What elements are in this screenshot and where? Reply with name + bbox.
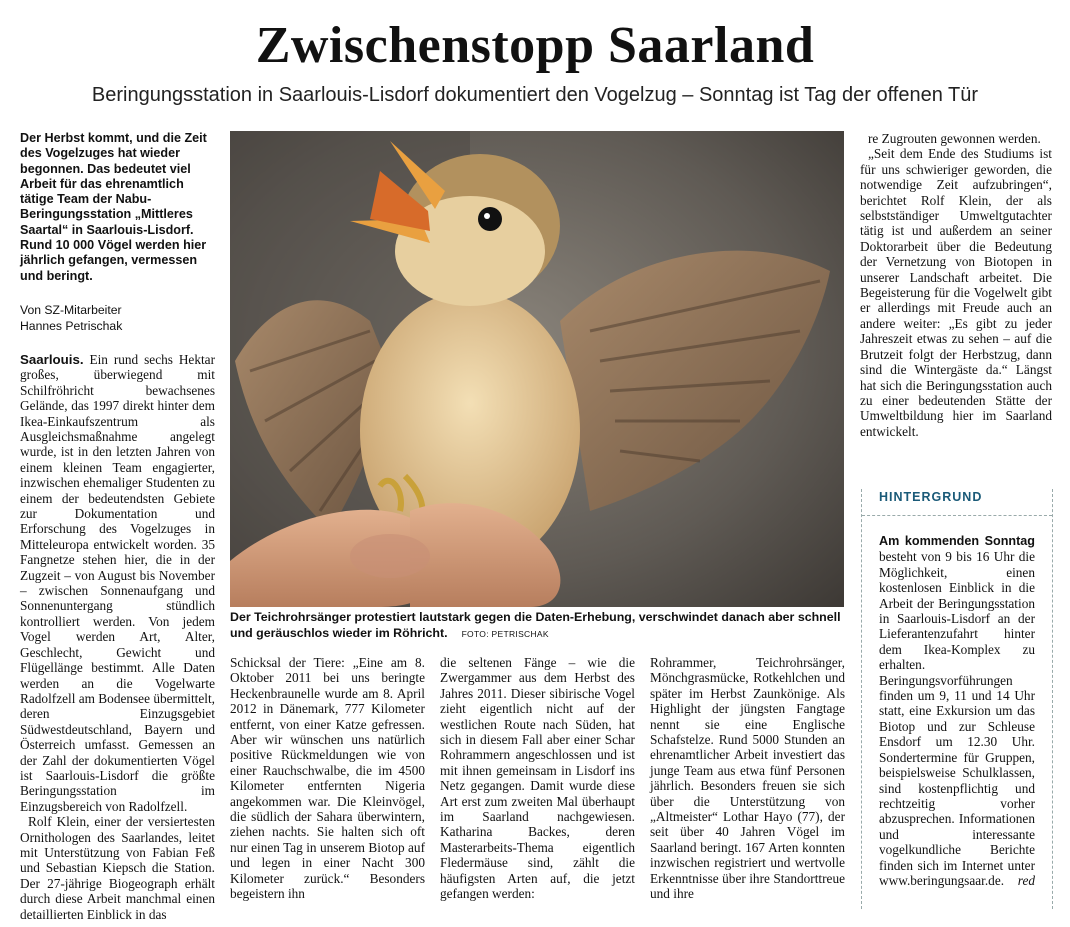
article-paragraph-2: Rolf Klein, einer der versiertesten Ornithologen des Saarlandes, leitet mit Unterstützung von Fabian Feß und Sebastian Kiepsch die Station. Der 27-jährige Biogeograph erhält durch diese Arbeit manchmal einen detaillierten Einblick in das (20, 814, 215, 922)
info-box-title: HINTERGRUND (879, 490, 983, 504)
article-paragraph-1 (20, 352, 215, 814)
photo-credit: FOTO: PETRISCHAK (461, 629, 549, 639)
info-box-body (879, 533, 1035, 888)
article-column-5 (860, 131, 1052, 439)
bird-photo (230, 131, 844, 607)
author-signature: red (1017, 872, 1035, 888)
photo-caption (230, 609, 850, 642)
byline (20, 302, 215, 334)
reed-warbler-illustration (230, 131, 844, 607)
article-paragraph-3: Schicksal der Tiere: „Eine am 8. Oktober 2011 bei uns beringte Heckenbraunelle wurde am 8. April 2012 in Dänemark, 777 Kilometer entfernt, von einer Katze gefressen. Aber wir wünschen uns natürlich positive Rückmeldungen wie von einer Rauchschwalbe, die im 4500 Kilometer entfernten Nigeria angekommen war. Die Kleinvögel, die südlich der Sahara überwintern, ziehen nachts. Sie halten sich oft nur einen Tag in unserem Biotop auf und legen in einer Nacht 300 Kilometer zurück.“ Besonders begeistern ihn (230, 655, 425, 902)
byline-line-1: Von SZ-Mitarbeiter (20, 302, 122, 317)
article-paragraph-5: Rohrammer, Teichrohrsänger, Mönchgrasmücke, Rotkehlchen und später im Herbst Zaunkönige. Als Highlight der jüngsten Fangtage nennt sie eine Englische Schafstelze. Rund 5000 Stunden an ehrenamtlicher Arbeit investiert das junge Team aus etwa fünf Personen jährlich. Besonders freuen sie sich über die Unterstützung von „Altmeister“ Lothar Hayo (77), der seit über 40 Jahren Vögel im Saarland beringt. 167 Arten konnten inzwischen registriert und wertvolle Erkenntnisse über ihre Standorttreue und ihre (650, 655, 845, 902)
info-box-divider (862, 515, 1052, 516)
info-box-text: besteht von 9 bis 16 Uhr die Möglichkeit, einen kostenlosen Einblick in die Arbeit der Beringungsstation in Saarlouis-Lisdorf an der Lieferantenzufahrt hinter dem Ikea-Komplex zu erhalten. Beringungsvorführungen finden um 9, 11 und 14 Uhr statt, eine Exkursion um das Biotop und zur Schleuse Ensdorf um 12.30 Uhr. Sondertermine für Gruppen, beispielsweise Schulklassen, sind kostenpflichtig und rechtzeitig vorher abzusprechen. Informationen und interessante vogelkundliche Berichte finden sich im Internet unter www.beringungsaar.de. (879, 549, 1035, 888)
caption-text: Der Teichrohrsänger protestiert lautstark gegen die Daten-Erhebung, verschwindet danach aber schnell und geräuschlos wieder im Röhricht. (230, 610, 841, 640)
article-paragraph-7: „Seit dem Ende des Studiums ist für uns schwieriger geworden, die notwendige Zeit aufzubringen“, berichtet Rolf Klein, der als selbstständiger Umweltgutachter tätig ist und außerdem an seiner Doktorarbeit über die Bedeutung der Vernetzung von Biotopen in unserer Landschaft arbeitet. Die Begeisterung für die Vogelwelt gibt er allerdings mit Freude auch an andere weiter: „Es gibt zu jeder Jahreszeit etwas zu sehen – auf die Brutzeit folgt der Herbstzug, dann sind die Wintergäste da.“ Längst hat sich die Beringungsstation auch zu einer bedeutenden Stätte der Umweltbildung hier im Saarland entwickelt. (860, 146, 1052, 439)
article-paragraph-4: die seltenen Fänge – wie die Zwergammer aus dem Herbst des Jahres 2011. Dieser sibirische Vogel zieht eigentlich nicht auf der westlichen Route nach Süden, hat sich in diesem Fall aber einer Schar Rohrammern angeschlossen und ist mit ihnen gemeinsam in Lisdorf ins Netz gegangen. Damit wurde diese Art erst zum zweiten Mal überhaupt im Saarland nachgewiesen. Katharina Backes, deren Masterarbeits-Thema eigentlich Fledermäuse sind, zählt die häufigsten Arten auf, die jetzt gefangen werden: (440, 655, 635, 902)
article-paragraph-6: re Zugrouten gewonnen werden. (868, 131, 1041, 146)
article-column-2 (230, 655, 425, 902)
dateline: Saarlouis. (20, 351, 84, 367)
headline: Zwischenstopp Saarland (255, 17, 815, 74)
background-info-box (861, 489, 1053, 909)
info-box-lead: Am kommenden Sonntag (879, 534, 1035, 548)
lead-paragraph: Der Herbst kommt, und die Zeit des Vogelzuges hat wieder begonnen. Das bedeutet viel Arbeit für das ehrenamtlich tätige Team der Nabu-Beringungsstation „Mittleres Saartal“ in Saarlouis-Lisdorf. Rund 10 000 Vögel werden hier jährlich gefangen, vermessen und beringt. (20, 131, 207, 283)
article-column-1 (20, 131, 215, 922)
article-column-3 (440, 655, 635, 902)
subheadline: Beringungsstation in Saarlouis-Lisdorf dokumentiert den Vogelzug – Sonntag ist Tag der offenen Tür (91, 84, 979, 106)
article-column-4 (650, 655, 845, 902)
byline-author: Hannes Petrischak (20, 318, 123, 333)
article-text: Ein rund sechs Hektar großes, überwiegend mit Schilfröhricht bewachsenes Gelände, das 1997 direkt hinter dem Ikea-Einkaufszentrum als Ausgleichsmaßnahme angelegt wurde, ist in den letzten Jahren von einem kleinen Team engagierter, inzwischen ehemaliger Studenten zu einem der bedeutendsten Gebiete zur Dokumentation und Erforschung des Vogelzuges in Mitteleuropa entwickelt worden. 35 Fangnetze stehen hier, die in der Zugzeit – von August bis November – zwischen Sonnenaufgang und Sonnenuntergang stündlich kontrolliert werden. Von jedem Vogel werden Art, Alter, Geschlecht, Gewicht und Flügellänge bestimmt. Alle Daten werden an die Vogelwarte Radolfzell am Bodensee übermittelt, deren Einzugsgebiet Südwestdeutschland, Bayern und Österreich umfasst. Gemessen an der Zahl der dokumentierten Vögel ist Saarlouis-Lisdorf die größte Beringungsstation im Einzugsbereich von Radolfzell. (20, 351, 215, 814)
